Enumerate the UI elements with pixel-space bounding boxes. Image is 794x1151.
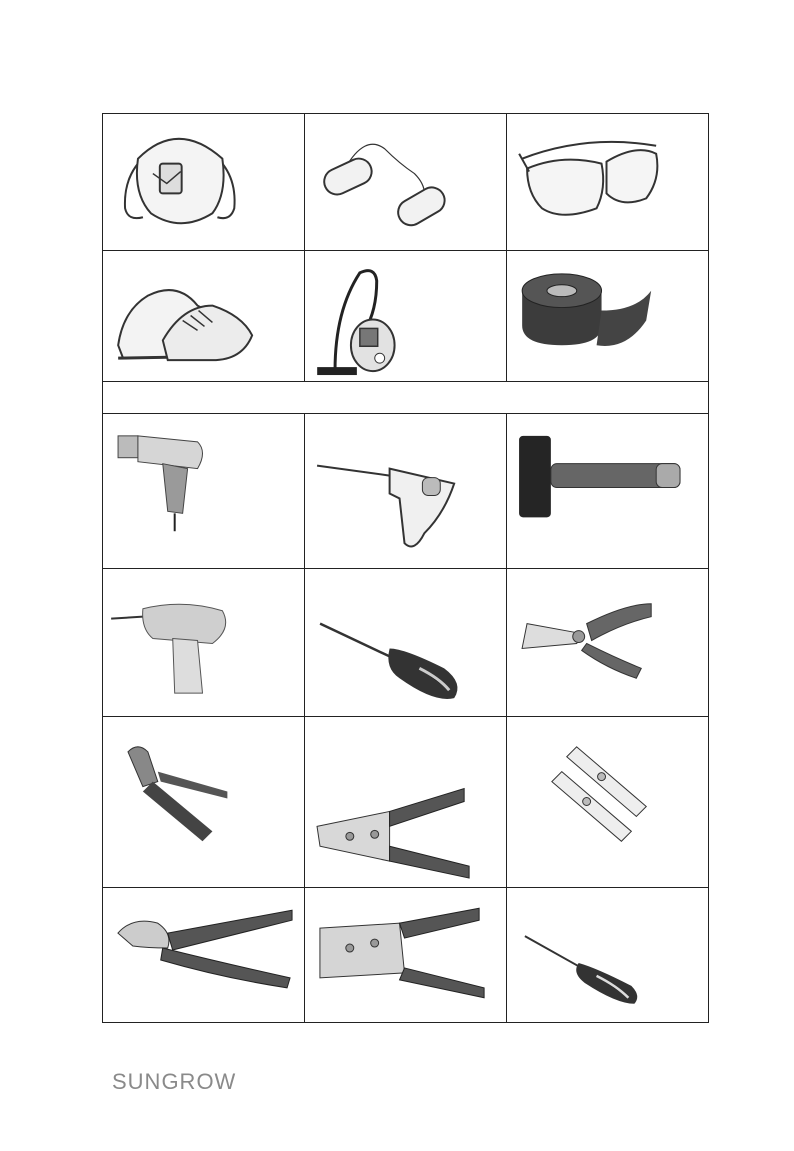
tools-row [103, 251, 708, 382]
tools-row [103, 717, 708, 888]
tool-cell-safety-shoes [103, 251, 305, 381]
tool-cell-mc4-wrench [507, 717, 708, 887]
tool-cell-crimping-tool [305, 717, 507, 887]
tool-cell-cable-cutter [103, 888, 305, 1022]
tool-cell-insulating-tape [507, 251, 708, 381]
safety-shoes-icon [103, 251, 304, 381]
tool-cell-vacuum-cleaner [305, 251, 507, 381]
tool-cell-safety-goggles [507, 114, 708, 250]
cable-cutter-icon [103, 888, 304, 1022]
tool-cell-rj45-crimping-tool [305, 888, 507, 1022]
tool-cell-wire-stripper [507, 569, 708, 716]
insulating-tape-icon [507, 251, 708, 381]
brand-logo-text: SUNGROW [112, 1069, 237, 1094]
tool-cell-hammer-drill [305, 414, 507, 568]
tools-row [103, 414, 708, 569]
tools-row [103, 569, 708, 717]
tool-cell-electric-screwdriver [103, 569, 305, 716]
tool-cell-dust-mask [103, 114, 305, 250]
earplugs-icon [305, 114, 506, 250]
safety-goggles-icon [507, 114, 708, 250]
section-row [103, 382, 708, 414]
tools-row [103, 888, 708, 1022]
tool-cell-earplugs [305, 114, 507, 250]
small-screwdriver-icon [507, 888, 708, 1022]
tools-row [103, 114, 708, 251]
tool-cell-heat-gun [103, 414, 305, 568]
hammer-drill-icon [305, 414, 506, 568]
tool-cell-small-screwdriver [507, 888, 708, 1022]
dust-mask-icon [103, 114, 304, 250]
crimping-tool-icon [305, 717, 506, 887]
vacuum-cleaner-icon [305, 251, 506, 381]
wire-stripper-icon [507, 569, 708, 716]
rubber-mallet-icon [507, 414, 708, 568]
hydraulic-crimper-icon [103, 717, 304, 887]
tools-table [102, 113, 709, 1023]
heat-gun-icon [103, 414, 304, 568]
mc4-wrench-icon [507, 717, 708, 887]
tool-cell-rubber-mallet [507, 414, 708, 568]
tool-cell-hydraulic-crimper [103, 717, 305, 887]
rj45-crimping-tool-icon [305, 888, 506, 1022]
sungrow-logo [112, 1068, 262, 1096]
tool-cell-screwdriver [305, 569, 507, 716]
electric-screwdriver-icon [103, 569, 304, 716]
screwdriver-icon [305, 569, 506, 716]
